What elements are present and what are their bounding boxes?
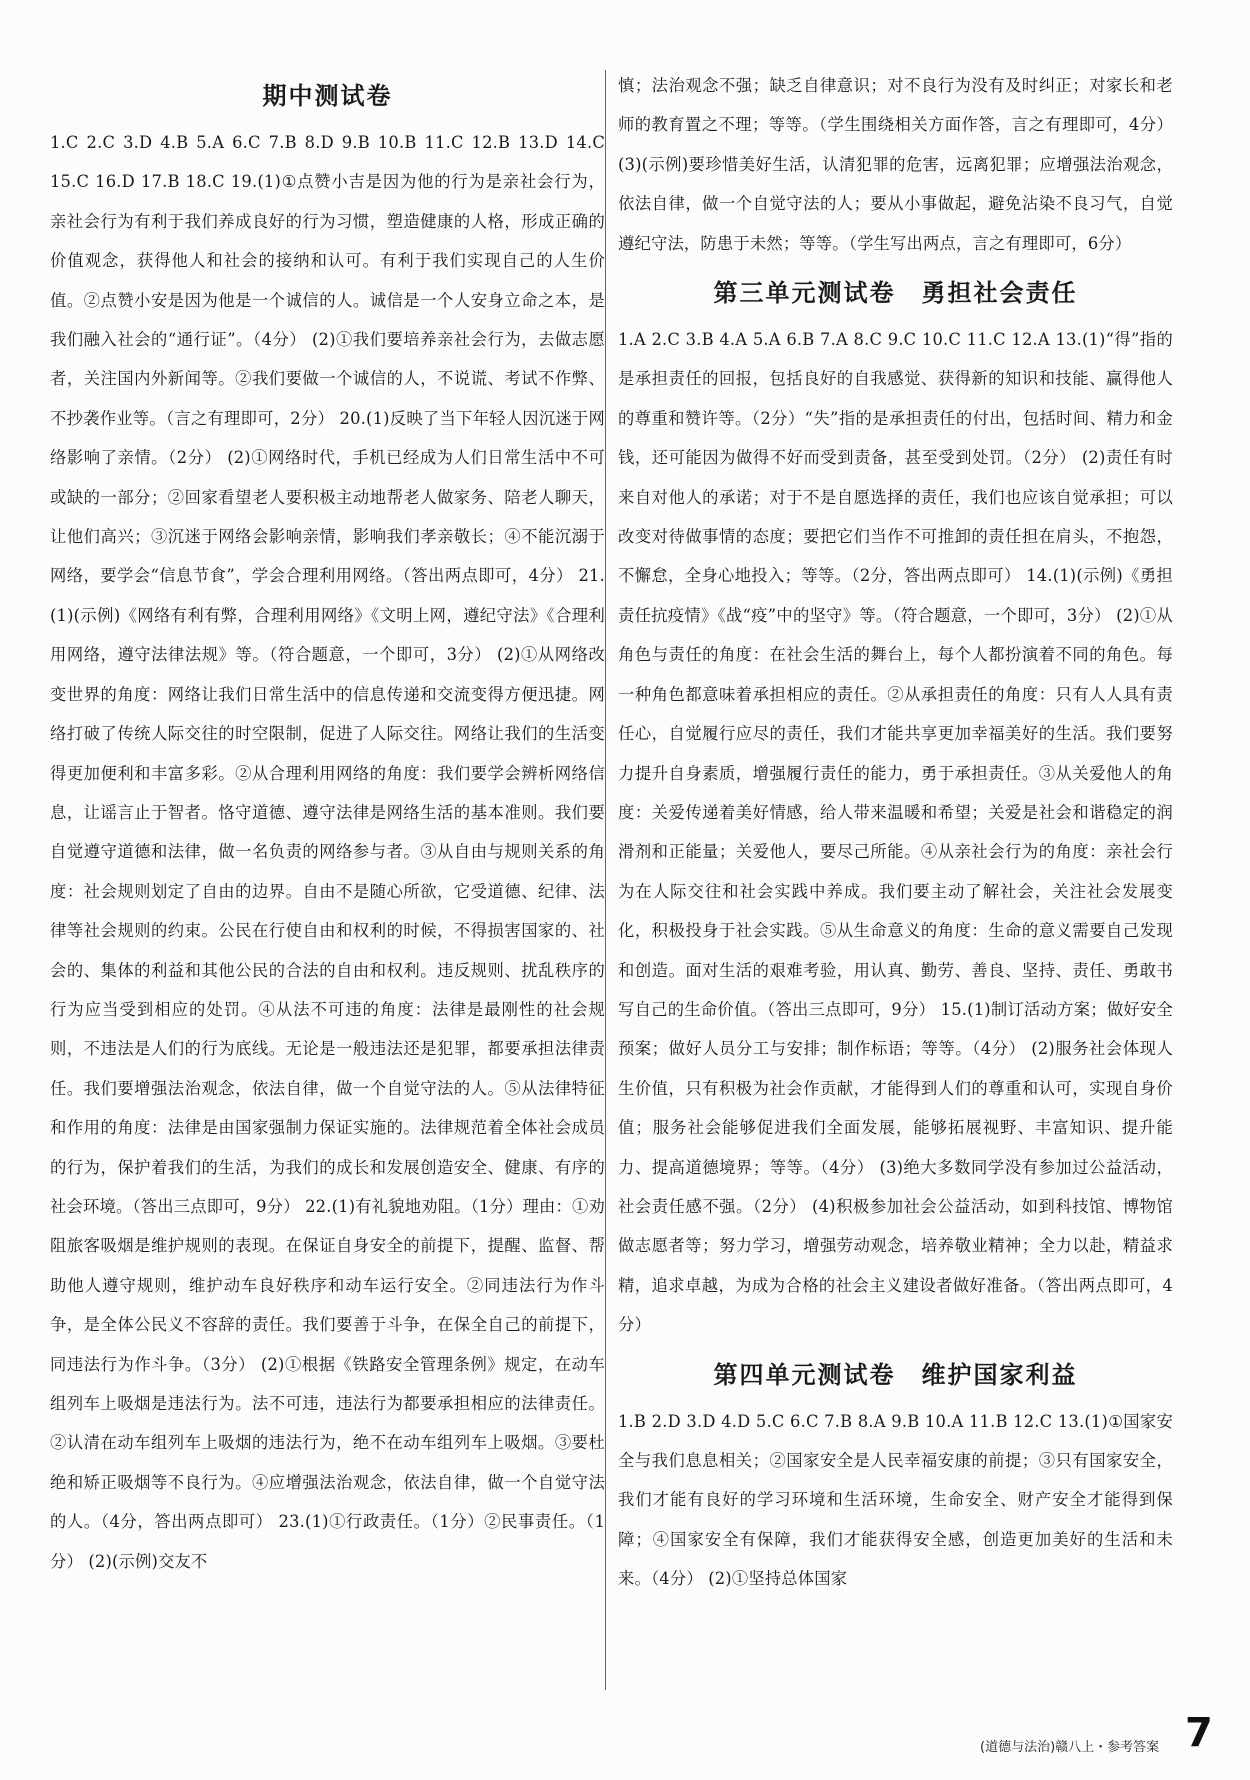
unit3-answers: 1.A 2.C 3.B 4.A 5.A 6.B 7.A 8.C 9.C 10.C 11.C 12.A 13.(1)“得”指的是承担责任的回报，包括良好的自我感觉、获得新的知识和技能、赢得他人的尊重和赞许等。（2分）“失”指的是承担责任的付出，包括时间、精力和金钱，还可能因为做得不好而受到责备，甚至受到处罚。（2分） (2)责任有时来自对他人的承诺；对于不是自愿选择的责任，我们也应该自觉承担；可以改变对待做事情的态度；要把它们当作不可推卸的责任担在肩头，不抱怨，不懈怠，全身心地投入；等等。（2分，答出两点即可） 14.(1)(示例)《勇担责任抗疫情》《战“疫”中的坚守》等。（符合题意，一个即可，3分） (2)①从角色与责任的角度：在社会生活的舞台上，每个人都扮演着不同的角色。每一种角色都意味着承担相应的责任。②从承担责任的角度：只有人人具有责任心，自觉履行应尽的责任，我们才能共享更加幸福美好的生活。我们要努力提升自身素质，增强履行责任的能力，勇于承担责任。③从关爱他人的角度：关爱传递着美好情感，给人带来温暖和希望；关爱是社会和谐稳定的润滑剂和正能量；关爱他人，要尽己所能。④从亲社会行为的角度：亲社会行为在人际交往和社会实践中养成。我们要主动了解社会，关注社会发展变化，积极投身于社会实践。⑤从生命意义的角度：生命的意义需要自己发现和创造。面对生活的艰难考验，用认真、勤劳、善良、坚持、责任、勇敢书写自己的生命价值。（答出三点即可，9分） 15.(1)制订活动方案；做好安全预案；做好人员分工与安排；制作标语；等等。（4分） (2)服务社会体现人生价值，只有积极为社会作贡献，才能得到人们的尊重和认可，实现自身价值；服务社会能够促进我们全面发展，能够拓展视野、丰富知识、提升能力、提高道德境界；等等。（4分） (3)绝大多数同学没有参加过公益活动，社会责任感不强。（2分） (4)积极参加社会公益活动，如到科技馆、博物馆做志愿者等；努力学习，增强劳动观念，培养敬业精神；全力以赴，精益求精，追求卓越，为成为合格的社会主义建设者做好准备。（答出两点即可，4分） — [618, 330, 1173, 1335]
continued-answers: 慎；法治观念不强；缺乏自律意识；对不良行为没有及时纠正；对家长和老师的教育置之不理；等等。（学生围绕相关方面作答，言之有理即可，4分） (3)(示例)要珍惜美好生活，认清犯罪的危害，远离犯罪；应增强法治观念，依法自律，做一个自觉守法的人；要从小事做起，避免沾染不良习气，自觉遵纪守法，防患于未然；等等。（学生写出两点，言之有理即可，6分） — [618, 76, 1173, 253]
midterm-test-title: 期中测试卷 — [262, 82, 393, 110]
unit4-answers: 1.B 2.D 3.D 4.D 5.C 6.C 7.B 8.A 9.B 10.A 11.B 12.C 13.(1)①国家安全与我们息息相关；②国家安全是人民幸福安康的前提；③只有国家安全，我们才能有良好的学习环境和生活环境，生命安全、财产安全才能得到保障；④国家安全有保障，我们才能获得安全感，创造更加美好的生活和未来。（4分） (2)①坚持总体国家 — [618, 1411, 1173, 1589]
right-column — [618, 66, 1173, 1599]
left-column — [50, 66, 605, 1581]
footer-label: (道德与法治)赣八上・参考答案 — [980, 1740, 1160, 1755]
midterm-answers: 1.C 2.C 3.D 4.B 5.A 6.C 7.B 8.D 9.B 10.B 11.C 12.B 13.D 14.C 15.C 16.D 17.B 18.C 19.(1)①点赞小吉是因为他的行为是亲社会行为，亲社会行为有利于我们养成良好的行为习惯，塑造健康的人格，形成正确的价值观念，获得他人和社会的接纳和认可。有利于我们实现自己的人生价值。②点赞小安是因为他是一个诚信的人。诚信是一个人安身立命之本，是我们融入社会的“通行证”。（4分） (2)①我们要培养亲社会行为，去做志愿者，关注国内外新闻等。②我们要做一个诚信的人，不说谎、考试不作弊、不抄袭作业等。（言之有理即可，2分） 20.(1)反映了当下年轻人因沉迷于网络影响了亲情。（2分） (2)①网络时代，手机已经成为人们日常生活中不可或缺的一部分；②回家看望老人要积极主动地帮老人做家务、陪老人聊天，让他们高兴；③沉迷于网络会影响亲情，影响我们孝亲敬长；④不能沉溺于网络，要学会“信息节食”，学会合理利用网络。（答出两点即可，4分） 21.(1)(示例)《网络有利有弊，合理利用网络》《文明上网，遵纪守法》《合理利用网络，遵守法律法规》等。（符合题意，一个即可，3分） (2)①从网络改变世界的角度：网络让我们日常生活中的信息传递和交流变得方便迅捷。网络打破了传统人际交往的时空限制，促进了人际交往。网络让我们的生活变得更加便利和丰富多彩。②从合理利用网络的角度：我们要学会辨析网络信息，让谣言止于智者。恪守道德、遵守法律是网络生活的基本准则。我们要自觉遵守道德和法律，做一名负责的网络参与者。③从自由与规则关系的角度：社会规则划定了自由的边界。自由不是随心所欲，它受道德、纪律、法律等社会规则的约束。公民在行使自由和权利的时候，不得损害国家的、社会的、集体的利益和其他公民的合法的自由和权利。违反规则、扰乱秩序的行为应当受到相应的处罚。④从法不可违的角度：法律是最刚性的社会规则，不违法是人们的行为底线。无论是一般违法还是犯罪，都要承担法律责任。我们要增强法治观念，依法自律，做一个自觉守法的人。⑤从法律特征和作用的角度：法律是由国家强制力保证实施的。法律规范着全体社会成员的行为，保护着我们的生活，为我们的成长和发展创造安全、健康、有序的社会环境。（答出三点即可，9分） 22.(1)有礼貌地劝阻。（1分）理由：①劝阻旅客吸烟是维护规则的表现。在保证自身安全的前提下，提醒、监督、帮助他人遵守规则，维护动车良好秩序和动车运行安全。②同违法行为作斗争，是全体公民义不容辞的责任。我们要善于斗争，在保全自己的前提下，同违法行为作斗争。（3分） (2)①根据《铁路安全管理条例》规定，在动车组列车上吸烟是违法行为。法不可违，违法行为都要承担相应的法律责任。②认清在动车组列车上吸烟的违法行为，绝不在动车组列车上吸烟。③要杜绝和矫正吸烟等不良行为。④应增强法治观念，依法自律，做一个自觉守法的人。（4分，答出两点即可） 23.(1)①行政责任。（1分）②民事责任。（1分） (2)(示例)交友不 — [50, 133, 605, 1571]
unit4-title: 第四单元测试卷 维护国家利益 — [713, 1360, 1078, 1389]
unit3-title: 第三单元测试卷 勇担社会责任 — [713, 279, 1078, 308]
column-divider — [605, 70, 606, 1690]
page-number: 7 — [1185, 1710, 1213, 1756]
